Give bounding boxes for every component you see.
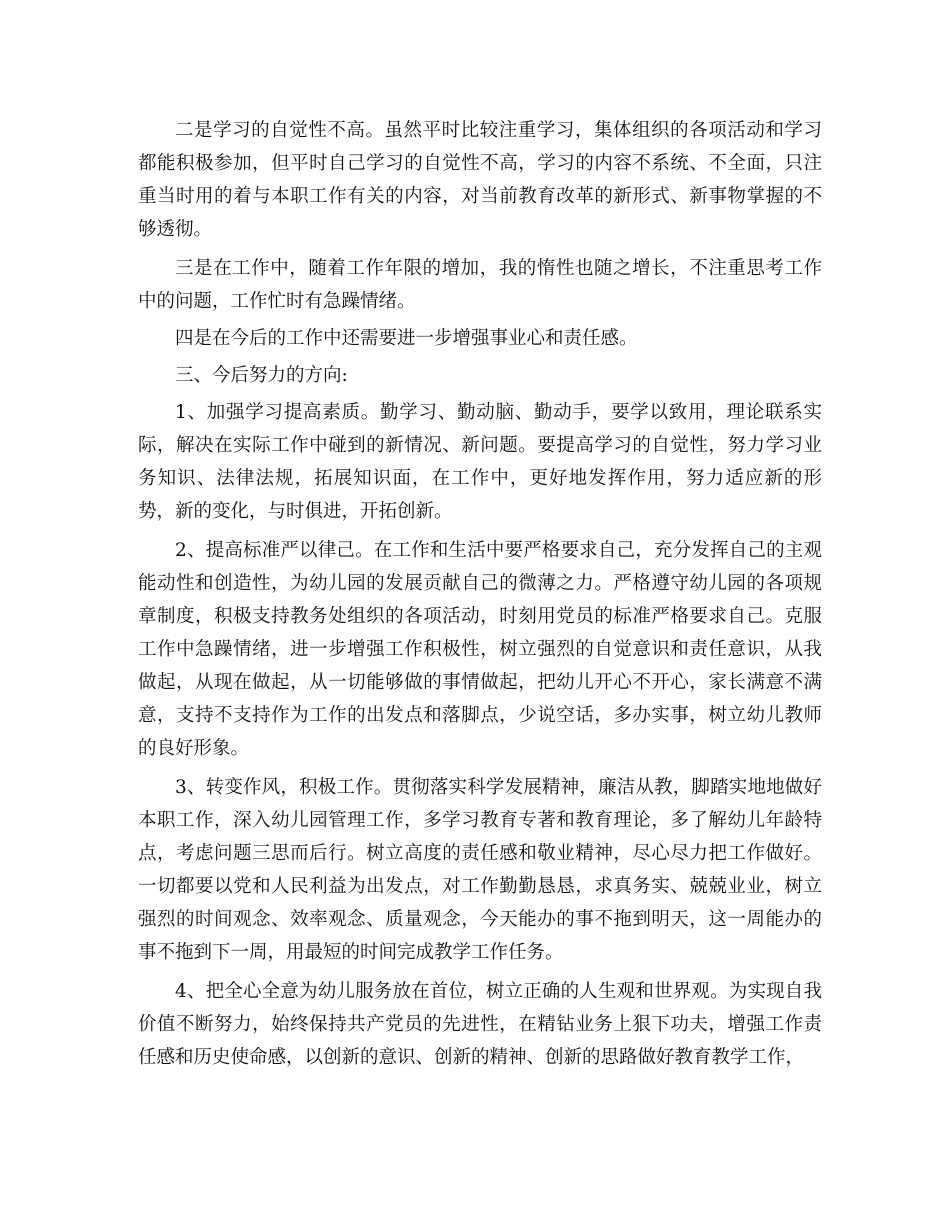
paragraph-responsibility: 四是在今后的工作中还需要进一步增强事业心和责任感。 [175,328,638,349]
document-page [138,114,822,1080]
section-heading-future-direction: 三、今后努力的方向: [175,365,348,386]
paragraph-point-4: 4、把全心全意为幼儿服务放在首位，树立正确的人生观和世界观。为实现自我价值不断努力，始终保持共产党员的先进性，在精钻业务上狠下功夫，增强工作责任感和历史使命感，以创新的意识、创新的精神、创新的思路做好教育教学工作， [138,981,822,1068]
paragraph-point-1: 1、加强学习提高素质。勤学习、勤动脑、勤动手，要学以致用，理论联系实际，解决在实际工作中碰到的新情况、新问题。要提高学习的自觉性，努力学习业务知识、法律法规，拓展知识面，在工作中，更好地发挥作用，努力适应新的形势，新的变化，与时俱进，开拓创新。 [138,402,822,522]
paragraph-point-2: 2、提高标准严以律己。在工作和生活中要严格要求自己，充分发挥自己的主观能动性和创造性，为幼儿园的发展贡献自己的微薄之力。严格遵守幼儿园的各项规章制度，积极支持教务处组织的各项活动，时刻用党员的标准严格要求自己。克服工作中急躁情绪，进一步增强工作积极性，树立强烈的自觉意识和责任意识，从我做起，从现在做起，从一切能够做的事情做起，把幼儿开心不开心，家长满意不满意，支持不支持作为工作的出发点和落脚点，少说空话，多办实事，树立幼儿教师的良好形象。 [138,540,822,759]
paragraph-study-awareness: 二是学习的自觉性不高。虽然平时比较注重学习，集体组织的各项活动和学习都能积极参加，但平时自己学习的自觉性不高，学习的内容不系统、不全面，只注重当时用的着与本职工作有关的内容，对当前教育改革的新形式、新事物掌握的不够透彻。 [138,120,822,240]
paragraph-point-3: 3、转变作风，积极工作。贯彻落实科学发展精神，廉洁从教，脚踏实地地做好本职工作，深入幼儿园管理工作，多学习教育专著和教育理论，多了解幼儿年龄特点，考虑问题三思而后行。树立高度的责任感和敬业精神，尽心尽力把工作做好。一切都要以党和人民利益为出发点，对工作勤勤恳恳，求真务实、兢兢业业，树立强烈的时间观念、效率观念、质量观念，今天能办的事不拖到明天，这一周能办的事不拖到下一周，用最短的时间完成教学工作任务。 [138,777,822,963]
paragraph-work-inertia: 三是在工作中，随着工作年限的增加，我的惰性也随之增长，不注重思考工作中的问题，工作忙时有急躁情绪。 [138,258,822,312]
